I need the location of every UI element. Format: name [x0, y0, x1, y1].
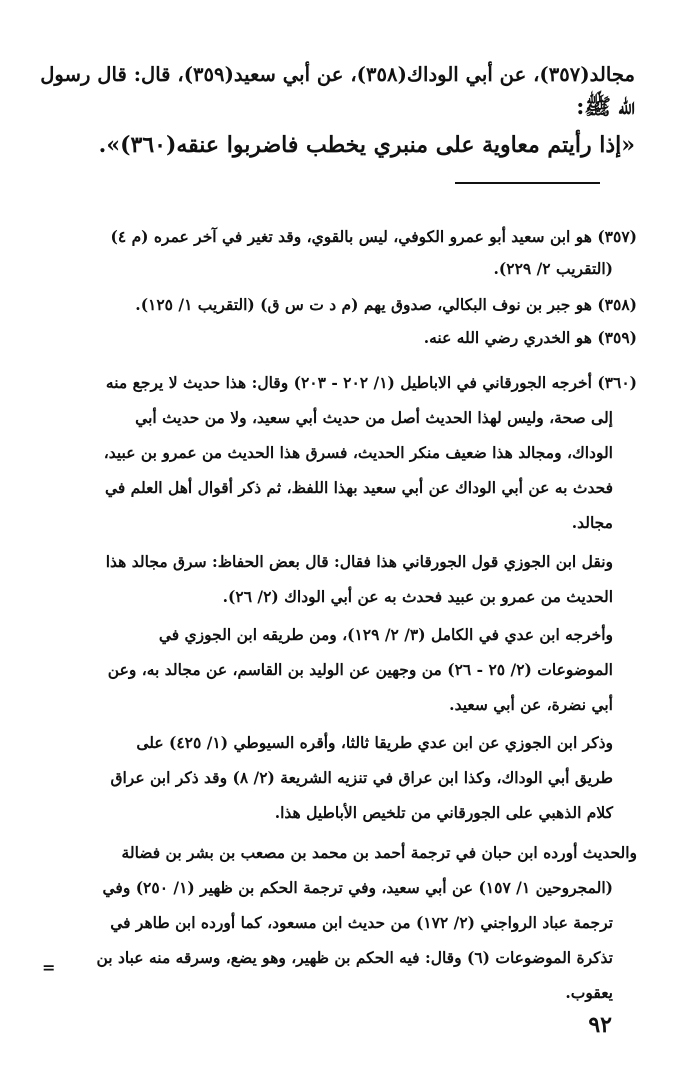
footnote-358: (٣٥٨) هو جبر بن نوف البكالي، صدوق يهم (م د ت س ق) (التقريب ١/ ١٢٥).	[135, 295, 637, 314]
main-text-line-2: الله ﷺ:	[576, 94, 635, 120]
footnote-360-p3-line-2: الموضوعات (٢/ ٢٥ - ٢٦) من وجهين عن الوليد بن القاسم، عن مجالد به، وعن	[107, 660, 613, 679]
footnote-360-p1-line-3: الوداك، ومجالد هذا ضعيف منكر الحديث، فسرق هذا الحديث من عمرو بن عبيد،	[103, 443, 613, 462]
main-text-line-3: «إذا رأيتم معاوية على منبري يخطب فاضربوا عنقه(٣٦٠)».	[98, 132, 635, 158]
footnote-360-p1-line-4: فحدث به عن أبي الوداك عن أبي سعيد بهذا اللفظ، ثم ذكر أقوال أهل العلم في	[104, 478, 613, 497]
footnote-360-p3-line-1: وأخرجه ابن عدي في الكامل (٣/ ٢/ ١٢٩)، ومن طريقه ابن الجوزي في	[158, 625, 613, 644]
footnote-359: (٣٥٩) هو الخدري رضي الله عنه.	[423, 328, 637, 347]
footnote-360-p5-line-4: تذكرة الموضوعات (٦) وقال: فيه الحكم بن ظهير، وهو يضع، وسرقه منه عباد بن	[96, 948, 613, 967]
footnote-357-line-2: (التقريب ٢/ ٢٢٩).	[493, 259, 613, 278]
footnote-360-p3-line-3: أبي نضرة، عن أبي سعيد.	[449, 695, 613, 714]
footnote-360-p5-line-2: (المجروحين ١/ ١٥٧) عن أبي سعيد، وفي ترجمة الحكم بن ظهير (١/ ٢٥٠) وفي	[102, 878, 613, 897]
footnote-separator	[455, 182, 600, 184]
footnote-360-p4-line-2: طريق أبي الوداك، وكذا ابن عراق في تنزيه الشريعة (٢/ ٨) وقد ذكر ابن عراق	[110, 768, 613, 787]
footnote-360-p1-line-2: إلى صحة، وليس لهذا الحديث أصل من حديث أبي سعيد، ولا من حديث أبي	[135, 408, 613, 427]
footnote-360-p4-line-3: كلام الذهبي على الجورقاني من تلخيص الأباطيل هذا.	[274, 803, 613, 822]
continuation-mark: =	[42, 958, 56, 977]
footnote-360-p1-line-5: مجالد.	[571, 513, 613, 532]
footnote-360-p4-line-1: وذكر ابن الجوزي عن ابن عدي طريقا ثالثا، وأقره السيوطي (١/ ٤٢٥) على	[136, 733, 613, 752]
footnote-360-p2-line-2: الحديث من عمرو بن عبيد فحدث به عن أبي الوداك (٢/ ٢٦).	[222, 587, 613, 606]
footnote-360-p2-line-1: ونقل ابن الجوزي قول الجورقاني هذا فقال: قال بعض الحفاظ: سرق مجالد هذا	[105, 552, 613, 571]
footnote-360-p1-line-1: (٣٦٠) أخرجه الجورقاني في الاباطيل (١/ ٢٠٢ - ٢٠٣) وقال: هذا حديث لا يرجع منه	[105, 373, 637, 392]
main-text-line-1: مجالد(٣٥٧)، عن أبي الوداك(٣٥٨)، عن أبي سعيد(٣٥٩)، قال: قال رسول	[40, 63, 635, 86]
footnote-360-p5-line-1: والحديث أورده ابن حبان في ترجمة أحمد بن محمد بن مصعب بن بشر بن فضالة	[121, 843, 637, 862]
page-number: ٩٢	[588, 1012, 612, 1038]
footnote-360-p5-line-3: ترجمة عباد الرواجني (٢/ ١٧٢) من حديث ابن مسعود، كما أورده ابن طاهر في	[110, 913, 613, 932]
footnote-357-line-1: (٣٥٧) هو ابن سعيد أبو عمرو الكوفي، ليس بالقوي، وقد تغير في آخر عمره (م ٤)	[110, 227, 637, 246]
footnote-360-p5-line-5: يعقوب.	[565, 983, 613, 1002]
